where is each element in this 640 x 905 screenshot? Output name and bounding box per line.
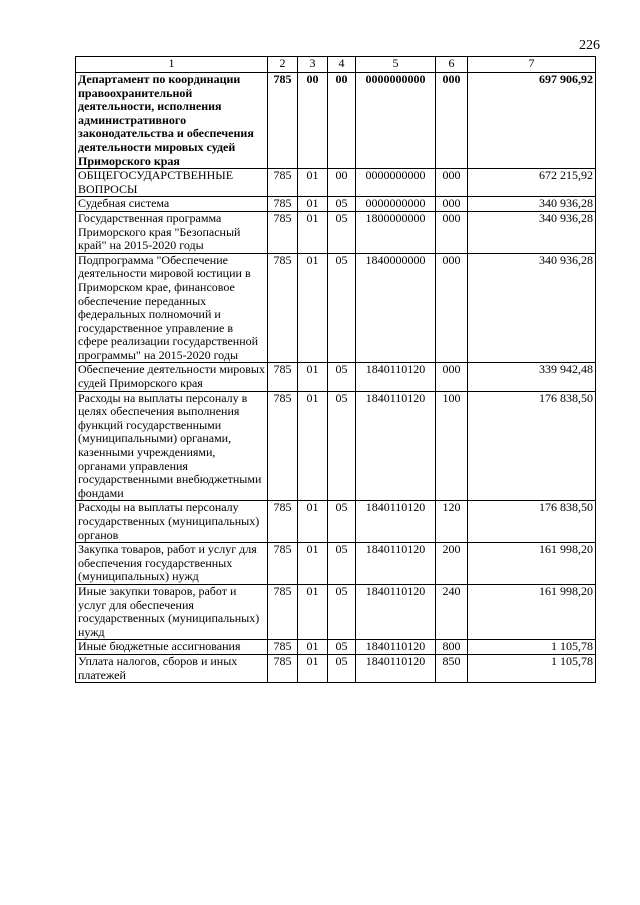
row-name: Департамент по координации правоохранительной деятельности, исполнения административного законодательства и обеспечения деятельности мировых судей Приморского края	[76, 73, 268, 169]
row-code-expense-type: 850	[436, 654, 468, 682]
table-row	[76, 391, 596, 501]
row-code-ministry: 785	[268, 543, 298, 585]
table-row	[76, 169, 596, 197]
header-col-1: 1	[76, 57, 268, 73]
row-code-target: 1840110120	[356, 391, 436, 501]
row-code-ministry: 785	[268, 391, 298, 501]
header-col-2: 2	[268, 57, 298, 73]
row-amount: 340 936,28	[468, 197, 596, 212]
row-name: Закупка товаров, работ и услуг для обеспечения государственных (муниципальных) нужд	[76, 543, 268, 585]
row-code-expense-type: 000	[436, 169, 468, 197]
table-row	[76, 253, 596, 363]
row-code-section: 01	[298, 363, 328, 391]
header-col-6: 6	[436, 57, 468, 73]
row-amount: 1 105,78	[468, 654, 596, 682]
table-row	[76, 584, 596, 639]
table-row	[76, 640, 596, 655]
header-col-5: 5	[356, 57, 436, 73]
row-amount: 340 936,28	[468, 253, 596, 363]
row-code-expense-type: 200	[436, 543, 468, 585]
row-code-section: 01	[298, 253, 328, 363]
row-code-subsection: 05	[328, 654, 356, 682]
row-code-subsection: 05	[328, 363, 356, 391]
row-name: ОБЩЕГОСУДАРСТВЕННЫЕ ВОПРОСЫ	[76, 169, 268, 197]
budget-table	[75, 56, 596, 683]
row-code-subsection: 05	[328, 197, 356, 212]
row-amount: 672 215,92	[468, 169, 596, 197]
table-row	[76, 501, 596, 543]
table-row	[76, 73, 596, 169]
header-col-4: 4	[328, 57, 356, 73]
page-number: 226	[579, 38, 600, 53]
row-code-section: 01	[298, 543, 328, 585]
row-code-subsection: 05	[328, 211, 356, 253]
row-code-subsection: 05	[328, 253, 356, 363]
header-col-3: 3	[298, 57, 328, 73]
row-amount: 339 942,48	[468, 363, 596, 391]
row-amount: 161 998,20	[468, 543, 596, 585]
row-name: Подпрограмма "Обеспечение деятельности мировой юстиции в Приморском крае, финансовое обеспечение переданных федеральных полномочий и государственное управление в сфере реализации государственной программы" на 2015-2020 годы	[76, 253, 268, 363]
row-name: Иные бюджетные ассигнования	[76, 640, 268, 655]
row-code-subsection: 00	[328, 169, 356, 197]
row-code-expense-type: 000	[436, 197, 468, 212]
row-amount: 340 936,28	[468, 211, 596, 253]
row-amount: 1 105,78	[468, 640, 596, 655]
row-code-section: 01	[298, 169, 328, 197]
row-code-section: 01	[298, 654, 328, 682]
row-code-section: 01	[298, 197, 328, 212]
row-name: Иные закупки товаров, работ и услуг для обеспечения государственных (муниципальных) нужд	[76, 584, 268, 639]
row-code-subsection: 05	[328, 640, 356, 655]
row-name: Обеспечение деятельности мировых судей Приморского края	[76, 363, 268, 391]
row-code-subsection: 05	[328, 391, 356, 501]
row-code-target: 1840110120	[356, 501, 436, 543]
table-row	[76, 197, 596, 212]
row-code-section: 01	[298, 391, 328, 501]
header-col-7: 7	[468, 57, 596, 73]
row-code-expense-type: 000	[436, 363, 468, 391]
row-code-ministry: 785	[268, 197, 298, 212]
row-code-ministry: 785	[268, 640, 298, 655]
row-code-ministry: 785	[268, 211, 298, 253]
row-code-target: 1840110120	[356, 640, 436, 655]
row-code-expense-type: 000	[436, 211, 468, 253]
row-code-section: 01	[298, 584, 328, 639]
row-code-target: 1840110120	[356, 654, 436, 682]
row-name: Государственная программа Приморского края "Безопасный край" на 2015-2020 годы	[76, 211, 268, 253]
row-code-expense-type: 000	[436, 253, 468, 363]
row-code-target: 1840110120	[356, 363, 436, 391]
row-code-ministry: 785	[268, 501, 298, 543]
row-amount: 176 838,50	[468, 501, 596, 543]
row-code-target: 0000000000	[356, 169, 436, 197]
row-amount: 161 998,20	[468, 584, 596, 639]
row-code-target: 0000000000	[356, 197, 436, 212]
row-code-expense-type: 120	[436, 501, 468, 543]
row-code-section: 01	[298, 501, 328, 543]
row-code-target: 1800000000	[356, 211, 436, 253]
row-code-target: 1840110120	[356, 584, 436, 639]
row-amount: 697 906,92	[468, 73, 596, 169]
row-amount: 176 838,50	[468, 391, 596, 501]
row-code-subsection: 00	[328, 73, 356, 169]
row-code-subsection: 05	[328, 543, 356, 585]
row-code-expense-type: 000	[436, 73, 468, 169]
row-name: Расходы на выплаты персоналу государственных (муниципальных) органов	[76, 501, 268, 543]
row-code-target: 1840000000	[356, 253, 436, 363]
row-code-ministry: 785	[268, 584, 298, 639]
row-code-expense-type: 240	[436, 584, 468, 639]
row-code-section: 00	[298, 73, 328, 169]
table-row	[76, 654, 596, 682]
table-row	[76, 543, 596, 585]
row-code-ministry: 785	[268, 169, 298, 197]
row-code-section: 01	[298, 211, 328, 253]
row-code-section: 01	[298, 640, 328, 655]
row-code-ministry: 785	[268, 253, 298, 363]
row-code-target: 1840110120	[356, 543, 436, 585]
row-name: Уплата налогов, сборов и иных платежей	[76, 654, 268, 682]
row-code-expense-type: 800	[436, 640, 468, 655]
row-code-ministry: 785	[268, 654, 298, 682]
row-name: Судебная система	[76, 197, 268, 212]
table-row	[76, 363, 596, 391]
table-row	[76, 211, 596, 253]
row-code-subsection: 05	[328, 501, 356, 543]
row-name: Расходы на выплаты персоналу в целях обеспечения выполнения функций государственными (муниципальными) органами, казенными учреждениями, органами управления государственными внебюджетными фондами	[76, 391, 268, 501]
row-code-ministry: 785	[268, 363, 298, 391]
table-header-row	[76, 57, 596, 73]
row-code-target: 0000000000	[356, 73, 436, 169]
row-code-expense-type: 100	[436, 391, 468, 501]
row-code-ministry: 785	[268, 73, 298, 169]
row-code-subsection: 05	[328, 584, 356, 639]
